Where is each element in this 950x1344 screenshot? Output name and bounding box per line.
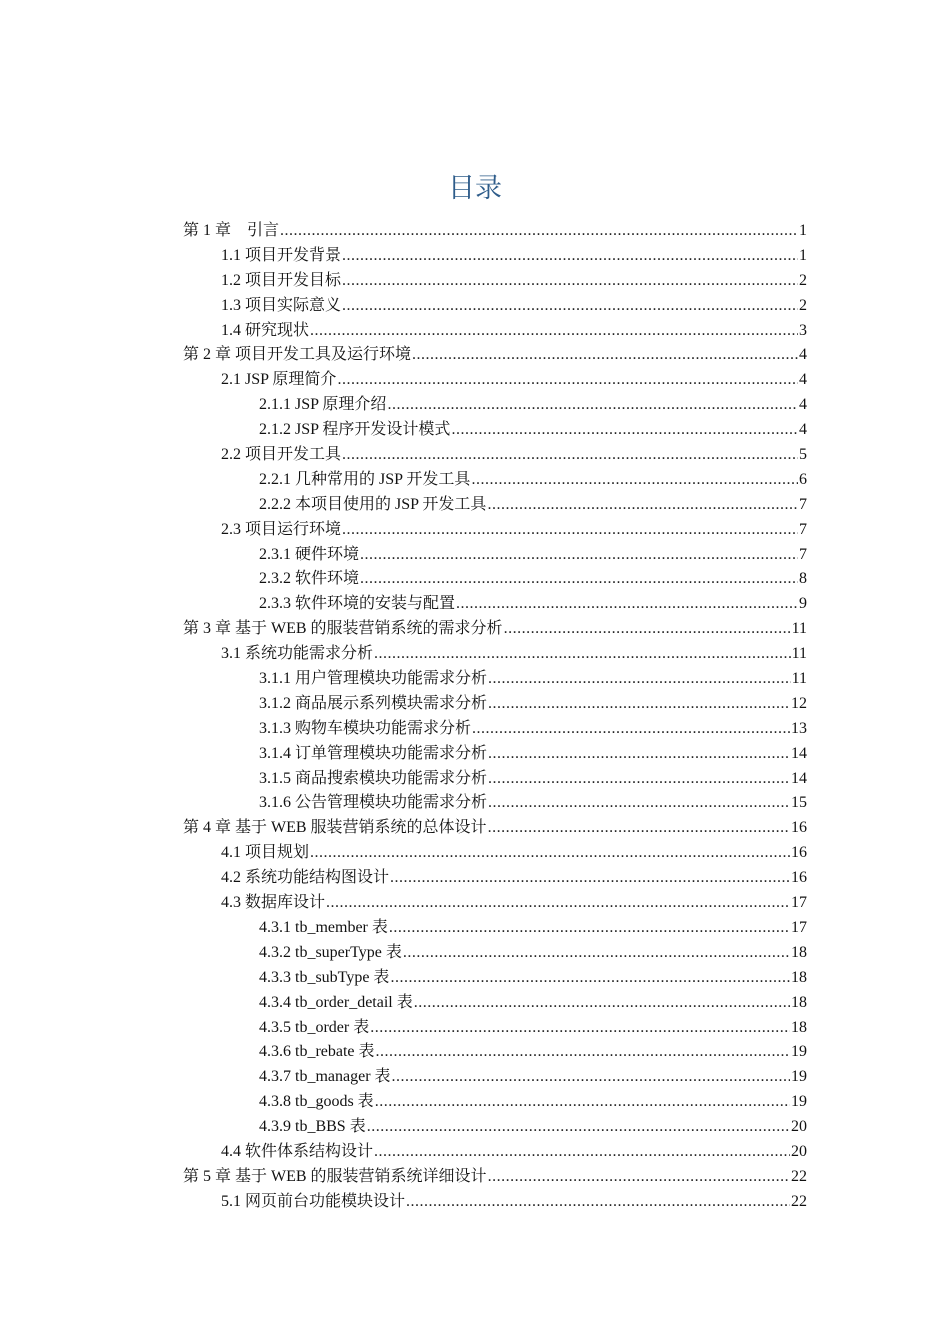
toc-entry-page-number: 18 xyxy=(791,968,807,986)
toc-entry[interactable] xyxy=(183,717,807,742)
toc-entry-title: 2.1.2 JSP 程序开发设计模式 xyxy=(259,421,451,439)
toc-entry-page-number: 2 xyxy=(799,296,807,314)
toc-entry-page-number: 8 xyxy=(799,570,807,588)
toc-entry[interactable] xyxy=(183,269,807,294)
toc-entry[interactable] xyxy=(183,219,807,244)
toc-entry-title: 4.3.2 tb_superType 表 xyxy=(259,943,402,961)
toc-entry-page-number: 17 xyxy=(791,894,807,912)
toc-entry-page-number: 5 xyxy=(799,446,807,464)
toc-dot-leader xyxy=(406,1190,790,1215)
toc-entry[interactable] xyxy=(183,567,807,592)
toc-entry[interactable] xyxy=(183,244,807,269)
toc-entry-title: 4.3.4 tb_order_detail 表 xyxy=(259,993,413,1011)
toc-dot-leader xyxy=(370,1016,790,1041)
toc-entry-title: 4.3.5 tb_order 表 xyxy=(259,1018,370,1036)
toc-dot-leader xyxy=(360,543,798,568)
toc-entry[interactable] xyxy=(183,841,807,866)
toc-entry-title: 第 3 章 基于 WEB 的服装营销系统的需求分析 xyxy=(183,620,503,638)
toc-entry[interactable] xyxy=(183,791,807,816)
toc-entry-page-number: 20 xyxy=(791,1118,807,1136)
toc-entry-page-number: 16 xyxy=(791,869,807,887)
toc-entry[interactable] xyxy=(183,1016,807,1041)
toc-entry-title: 3.1.3 购物车模块功能需求分析 xyxy=(259,719,472,737)
toc-entry-title: 3.1.1 用户管理模块功能需求分析 xyxy=(259,670,488,688)
toc-entry-page-number: 4 xyxy=(799,421,807,439)
toc-entry-title: 5.1 网页前台功能模块设计 xyxy=(221,1192,406,1210)
toc-entry-page-number: 7 xyxy=(799,545,807,563)
toc-dot-leader xyxy=(390,866,790,891)
toc-entry-title: 3.1.5 商品搜索模块功能需求分析 xyxy=(259,769,488,787)
toc-dot-leader xyxy=(389,916,790,941)
toc-dot-leader xyxy=(488,791,790,816)
toc-entry[interactable] xyxy=(183,1165,807,1190)
toc-entry[interactable] xyxy=(183,1190,807,1215)
toc-entry-title: 1.2 项目开发目标 xyxy=(221,271,342,289)
toc-dot-leader xyxy=(488,767,790,792)
toc-entry[interactable] xyxy=(183,916,807,941)
toc-entry[interactable] xyxy=(183,966,807,991)
toc-entry-title: 2.3.3 软件环境的安装与配置 xyxy=(259,595,456,613)
toc-dot-leader xyxy=(310,841,790,866)
toc-entry-page-number: 6 xyxy=(799,470,807,488)
toc-entry-title: 第 1 章 引言 xyxy=(183,222,280,239)
toc-dot-leader xyxy=(488,816,790,841)
toc-entry-title: 4.3.3 tb_subType 表 xyxy=(259,968,390,986)
toc-entry-page-number: 4 xyxy=(799,371,807,389)
toc-entry-title: 第 5 章 基于 WEB 的服装营销系统详细设计 xyxy=(183,1167,487,1185)
toc-entry[interactable] xyxy=(183,866,807,891)
toc-dot-leader xyxy=(375,1090,790,1115)
toc-entry-title: 4.3.9 tb_BBS 表 xyxy=(259,1118,366,1136)
toc-entry-page-number: 1 xyxy=(799,246,807,264)
toc-entry[interactable] xyxy=(183,1140,807,1165)
toc-entry[interactable] xyxy=(183,891,807,916)
toc-dot-leader xyxy=(488,742,790,767)
toc-entry-title: 2.3.2 软件环境 xyxy=(259,570,360,588)
toc-entry-title: 1.4 研究现状 xyxy=(221,321,310,339)
toc-entry-page-number: 19 xyxy=(791,1093,807,1111)
toc-dot-leader xyxy=(374,1140,790,1165)
toc-dot-leader xyxy=(374,642,791,667)
toc-entry[interactable] xyxy=(183,493,807,518)
toc-entry[interactable] xyxy=(183,1090,807,1115)
toc-entry[interactable] xyxy=(183,767,807,792)
toc-entry-page-number: 17 xyxy=(791,918,807,936)
toc-entry-page-number: 11 xyxy=(791,620,807,638)
toc-dot-leader xyxy=(392,1065,790,1090)
toc-entry-page-number: 18 xyxy=(791,943,807,961)
toc-entry-title: 4.2 系统功能结构图设计 xyxy=(221,869,390,887)
toc-dot-leader xyxy=(504,617,791,642)
toc-entry-page-number: 16 xyxy=(791,819,807,837)
toc-entry-page-number: 11 xyxy=(791,645,807,663)
toc-dot-leader xyxy=(280,219,798,244)
toc-dot-leader xyxy=(488,667,791,692)
toc-entry-title: 4.3.6 tb_rebate 表 xyxy=(259,1043,375,1061)
toc-dot-leader xyxy=(456,592,798,617)
toc-entry-title: 2.2 项目开发工具 xyxy=(221,446,342,464)
toc-entry-title: 2.1.1 JSP 原理介绍 xyxy=(259,396,387,414)
toc-entry-page-number: 18 xyxy=(791,1018,807,1036)
toc-entry-page-number: 16 xyxy=(791,844,807,862)
toc-dot-leader xyxy=(360,567,798,592)
toc-entry-title: 2.3 项目运行环境 xyxy=(221,520,342,538)
toc-dot-leader xyxy=(488,1165,790,1190)
toc-entry[interactable] xyxy=(183,816,807,841)
toc-entry-page-number: 13 xyxy=(791,719,807,737)
toc-entry[interactable] xyxy=(183,294,807,319)
toc-entry-page-number: 20 xyxy=(791,1142,807,1160)
toc-dot-leader xyxy=(367,1115,790,1140)
toc-entry-page-number: 9 xyxy=(799,595,807,613)
toc-entry[interactable] xyxy=(183,368,807,393)
toc-entry-title: 4.3.8 tb_goods 表 xyxy=(259,1093,374,1111)
toc-entry[interactable] xyxy=(183,443,807,468)
toc-entry[interactable] xyxy=(183,468,807,493)
toc-entry-page-number: 18 xyxy=(791,993,807,1011)
toc-entry-page-number: 14 xyxy=(791,744,807,762)
toc-entry-page-number: 19 xyxy=(791,1068,807,1086)
toc-entry[interactable] xyxy=(183,393,807,418)
toc-entry-title: 第 2 章 项目开发工具及运行环境 xyxy=(183,346,412,364)
toc-entry[interactable] xyxy=(183,343,807,368)
toc-entry-page-number: 1 xyxy=(799,222,807,239)
toc-dot-leader xyxy=(412,343,798,368)
toc-title: 目录 xyxy=(448,173,502,204)
toc-dot-leader xyxy=(342,244,798,269)
toc-dot-leader xyxy=(390,966,790,991)
toc-entry[interactable] xyxy=(183,319,807,344)
toc-entry-title: 2.1 JSP 原理简介 xyxy=(221,371,337,389)
toc-entry-page-number: 4 xyxy=(799,396,807,414)
toc-entry-title: 2.2.1 几种常用的 JSP 开发工具 xyxy=(259,470,471,488)
toc-entry-page-number: 7 xyxy=(799,520,807,538)
toc-entry[interactable] xyxy=(183,1115,807,1140)
toc-entry-title: 第 4 章 基于 WEB 服装营销系统的总体设计 xyxy=(183,819,487,837)
toc-entry-title: 4.1 项目规划 xyxy=(221,844,310,862)
toc-dot-leader xyxy=(342,294,798,319)
toc-entry[interactable] xyxy=(183,991,807,1016)
toc-dot-leader xyxy=(471,468,798,493)
toc-entry-page-number: 11 xyxy=(791,670,807,688)
toc-dot-leader xyxy=(342,443,798,468)
toc-dot-leader xyxy=(487,493,798,518)
toc-entry[interactable] xyxy=(183,518,807,543)
toc-entry-page-number: 14 xyxy=(791,769,807,787)
toc-entry-title: 2.2.2 本项目使用的 JSP 开发工具 xyxy=(259,495,487,513)
toc-entry-title: 1.3 项目实际意义 xyxy=(221,296,342,314)
toc-entry-title: 3.1.2 商品展示系列模块需求分析 xyxy=(259,694,488,712)
toc-dot-leader xyxy=(342,269,798,294)
toc-dot-leader xyxy=(488,692,790,717)
toc-entry[interactable] xyxy=(183,418,807,443)
toc-dot-leader xyxy=(310,319,798,344)
toc-entry-page-number: 2 xyxy=(799,271,807,289)
toc-entry[interactable] xyxy=(183,592,807,617)
toc-entry-page-number: 15 xyxy=(791,794,807,812)
toc-entry[interactable] xyxy=(183,543,807,568)
toc-entry-title: 2.3.1 硬件环境 xyxy=(259,545,360,563)
toc-entry-page-number: 7 xyxy=(799,495,807,513)
toc-entry-title: 3.1.4 订单管理模块功能需求分析 xyxy=(259,744,488,762)
toc-entry[interactable] xyxy=(183,692,807,717)
toc-dot-leader xyxy=(342,518,798,543)
toc-entry[interactable] xyxy=(183,617,807,642)
toc-entry-page-number: 4 xyxy=(799,346,807,364)
table-of-contents xyxy=(183,219,807,1215)
toc-entry[interactable] xyxy=(183,1040,807,1065)
toc-dot-leader xyxy=(376,1040,790,1065)
toc-entry-page-number: 22 xyxy=(791,1167,807,1185)
toc-entry-title: 1.1 项目开发背景 xyxy=(221,246,342,264)
toc-entry-title: 4.3.7 tb_manager 表 xyxy=(259,1068,391,1086)
toc-entry-title: 3.1.6 公告管理模块功能需求分析 xyxy=(259,794,488,812)
toc-dot-leader xyxy=(326,891,790,916)
toc-dot-leader xyxy=(414,991,790,1016)
toc-entry[interactable] xyxy=(183,941,807,966)
toc-dot-leader xyxy=(472,717,790,742)
toc-dot-leader xyxy=(387,393,798,418)
toc-entry-title: 3.1 系统功能需求分析 xyxy=(221,645,374,663)
toc-dot-leader xyxy=(337,368,798,393)
toc-entry[interactable] xyxy=(183,642,807,667)
toc-entry-page-number: 3 xyxy=(799,321,807,339)
toc-entry-page-number: 19 xyxy=(791,1043,807,1061)
toc-entry[interactable] xyxy=(183,667,807,692)
toc-entry[interactable] xyxy=(183,742,807,767)
toc-entry-title: 4.4 软件体系结构设计 xyxy=(221,1142,374,1160)
toc-dot-leader xyxy=(451,418,798,443)
toc-entry-page-number: 22 xyxy=(791,1192,807,1210)
toc-dot-leader xyxy=(403,941,790,966)
toc-entry-title: 4.3 数据库设计 xyxy=(221,894,326,912)
toc-entry-page-number: 12 xyxy=(791,694,807,712)
toc-entry-title: 4.3.1 tb_member 表 xyxy=(259,918,388,936)
toc-entry[interactable] xyxy=(183,1065,807,1090)
